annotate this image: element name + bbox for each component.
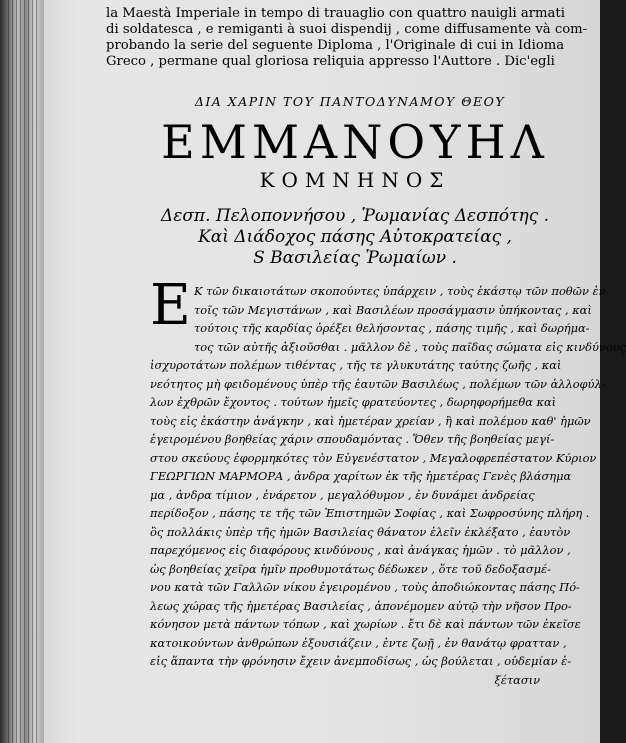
- body-line-last: ξέτασιν: [494, 672, 540, 687]
- body-line: ἐγειρομένου βοηθείας χάριν σπουδαμόντας . Ὅθεν τῆς βοηθείας μεγί-: [150, 432, 555, 446]
- body-line: τος τῶν αὐτῆς ἀξιοῦσθαι . μᾶλλον δὲ , τοὺς παῖδας σώματα εἰς κινδύνους: [194, 339, 626, 354]
- body-line: τούτοις τῆς καρδίας ὀρέξει θελήσοντας , πάσης τιμῆς , καὶ δωρήμα-: [194, 321, 590, 335]
- body-line: παρεχόμενος εἰς διαφόρους κινδύνους , καὶ ἀνάγκας ἡμῶν . τὸ μᾶλλον ,: [150, 543, 571, 557]
- invocation-heading: ΔΙΑ ΧΑΡΙΝ ΤΟΥ ΠΑΝΤΟΔΥΝΑΜΟΥ ΘΕΟΥ: [194, 94, 506, 109]
- body-line: τοῖς τῶν Μεγιστάνων , καὶ Βασιλέων προσάγμασιν ὑπήκοντας , καὶ: [194, 302, 592, 317]
- body-line: κατοικούντων ἀνθρώπων ἐξουσιάζειν , ἐντε ζωῇ , ἐν θανάτῳ φρατταν ,: [150, 635, 567, 650]
- body-line: τοὺς εἰς ἑκάστην ἀνάγκην , καὶ ἡμετέραν χρείαν , ἢ καὶ πολέμου καθ' ἡμῶν: [150, 413, 591, 428]
- body-line: περίδοξον , πάσης τε τῆς τῶν Ἐπιστημῶν Σοφίας , καὶ Σωφροσύνης πλήρη .: [150, 506, 590, 520]
- body-line: ἰσχυροτάτων πολέμων τιθέντας , τῆς τε γλυκυτάτης ταύτης ζωῆς , καὶ: [150, 358, 562, 372]
- drop-cap-letter: Ε: [150, 273, 191, 338]
- emperor-name-heading: ΕΜΜΑΝΟΥΗΛ: [161, 115, 549, 169]
- title-line: Καὶ Διάδοχος πάσης Αὐτοκρατείας ,: [198, 227, 512, 247]
- italian-intro-paragraph: [106, 6, 588, 70]
- body-line: ΓΕΩΡΓΙΩΝ ΜΑΡΜΟΡΑ , ἀνδρα χαρίτων ἐκ τῆς ἡμετέρας Γενὲς βλάσημα: [150, 469, 572, 483]
- body-line: νου κατὰ τῶν Γαλλῶν νίκου ἐγειρομένου , τοὺς ἀποδιώκοντας πάσης Πό-: [150, 580, 580, 594]
- body-line: κόνησον μετὰ πάντων τόπων , καὶ χωρίων . ἔτι δὲ καὶ πάντων τῶν ἐκεῖσε: [150, 617, 581, 631]
- body-line: λεως χώρας τῆς ἡμετέρας Βασιλείας , ἀπονέμομεν αὐτῷ τὴν νῆσον Προ-: [150, 598, 572, 613]
- body-line: στου σκεύους ἐφορμηκότες τὸν Εὐγενέστατον , Μεγαλοφρεπέστατον Κύριον: [150, 450, 597, 465]
- title-line: Δεσπ. Πελοποννήσου , Ῥωμανίας Δεσπότης .: [160, 206, 550, 226]
- intro-line: di soldatesca , e remiganti à suoi dispendij , come diffusamente và com-: [106, 22, 588, 37]
- body-line: λων ἐχθρῶν ἔχοντος . τούτων ἡμεῖς φρατεύοντες , δωρηφορήμεθα καὶ: [150, 395, 557, 409]
- book-spine-edge: [0, 0, 44, 743]
- body-line: νεότητος μὴ φειδομένους ὑπὲρ τῆς ἑαυτῶν Βασιλέως , πολέμων τῶν ἀλλοφύλ-: [150, 376, 606, 391]
- body-line: εἰς ἅπαντα τὴν φρόνησιν ἔχειν ἀνεμποδίσως , ὡς βούλεται , οὐδεμίαν ἐ-: [150, 654, 572, 668]
- body-line: μα , ἀνδρα τίμιον , ἐνάρετον , μεγαλόθυμον , ἐν δυνάμει ἀνδρείας: [150, 487, 535, 502]
- body-line: ὡς βοηθείας χεῖρα ἡμῖν προθυμοτάτως δέδωκεν , ὅτε τοῦ δεδοξασμέ-: [150, 561, 551, 576]
- title-line: S Βασιλείας Ῥωμαίων .: [253, 248, 457, 268]
- intro-line: la Maestà Imperiale in tempo di trauaglio con quattro nauigli armati: [106, 6, 565, 21]
- intro-line: Greco , permane qual gloriosa reliquia appresso l'Auttore . Dic'egli: [106, 54, 555, 69]
- body-line: ὃς πολλάκις ὑπὲρ τῆς ἡμῶν Βασιλείας θάνατον ἑλεῖν ἐκλέξατο , ἑαυτὸν: [150, 524, 571, 539]
- surname-heading: ΚΟΜΝΗΝΟΣ: [259, 168, 451, 192]
- greek-diploma-text: [150, 282, 626, 689]
- intro-line: probando la serie del seguente Diploma , l'Originale di cui in Idioma: [106, 38, 565, 53]
- titles-block: [150, 206, 560, 269]
- body-line: Κ τῶν δικαιοτάτων σκοπούντες ὑπάρχειν , τοὺς ἑκάστῳ τῶν ποθῶν ἐν: [194, 284, 606, 298]
- page-edges: [8, 0, 38, 743]
